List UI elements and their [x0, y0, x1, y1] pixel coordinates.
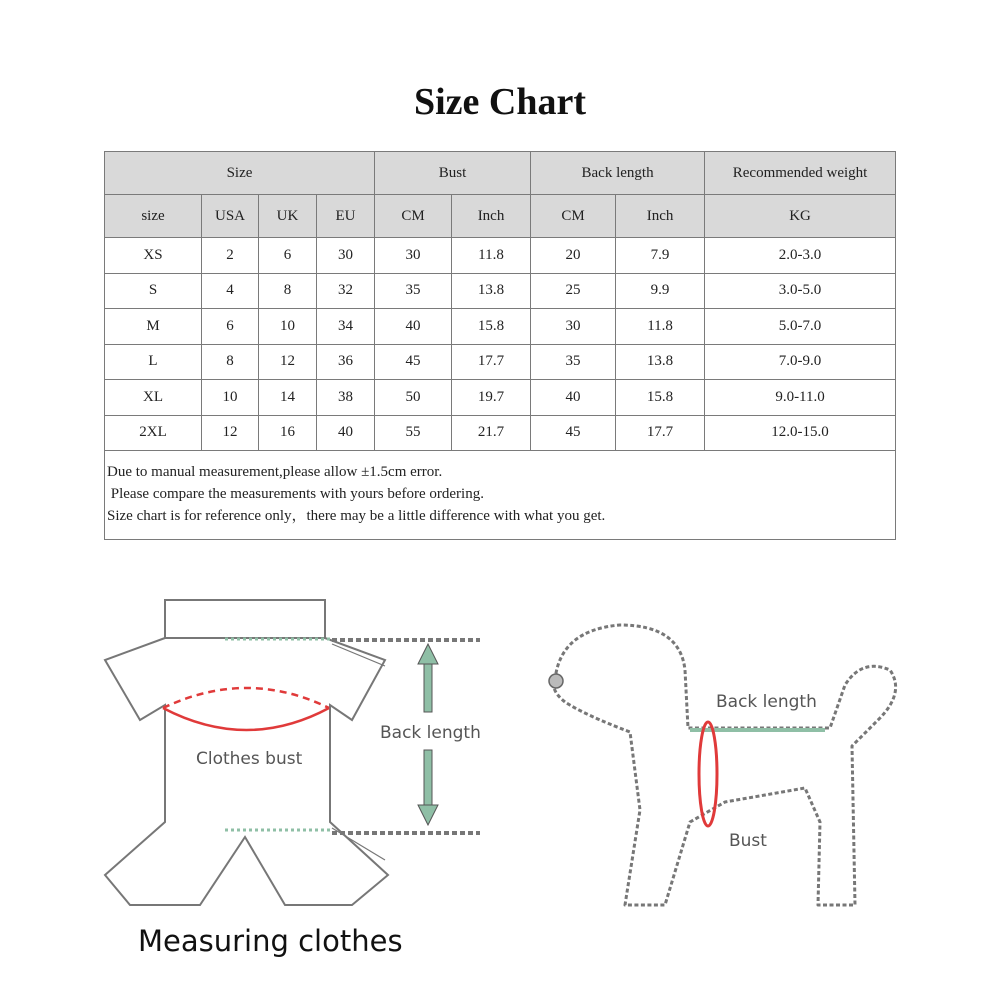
table-cell: 4	[202, 273, 259, 309]
table-cell: 11.8	[452, 238, 531, 274]
dog-outline	[554, 625, 896, 905]
sub-header: UK	[259, 195, 317, 238]
table-cell: 7.0-9.0	[705, 344, 896, 380]
table-cell: 34	[317, 309, 375, 345]
notes-cell	[105, 451, 896, 540]
table-cell: 15.8	[616, 380, 705, 416]
table-row	[105, 415, 896, 451]
down-arrow-icon	[418, 805, 438, 825]
table-cell: 13.8	[452, 273, 531, 309]
table-cell: 5.0-7.0	[705, 309, 896, 345]
sub-header: Inch	[616, 195, 705, 238]
table-cell: 30	[375, 238, 452, 274]
table-cell: 30	[531, 309, 616, 345]
table-cell: 50	[375, 380, 452, 416]
down-arrow-shaft	[424, 750, 432, 805]
table-cell: 6	[202, 309, 259, 345]
table-cell: 12	[259, 344, 317, 380]
clothes-bust-label: Clothes bust	[196, 749, 303, 769]
note-line: Size chart is for reference only，there may be a little difference with what you get.	[107, 508, 606, 524]
table-cell: 16	[259, 415, 317, 451]
table-cell: 40	[317, 415, 375, 451]
table-cell: 32	[317, 273, 375, 309]
size-chart-table	[104, 151, 896, 540]
table-cell: 17.7	[616, 415, 705, 451]
table-cell: 6	[259, 238, 317, 274]
table-cell: 25	[531, 273, 616, 309]
table-cell: 9.0-11.0	[705, 380, 896, 416]
sub-header: EU	[317, 195, 375, 238]
clothes-diagram	[105, 600, 481, 905]
sub-header: size	[105, 195, 202, 238]
table-cell: 8	[202, 344, 259, 380]
clothes-back-length-label: Back length	[380, 723, 481, 743]
sub-header-row	[105, 195, 896, 238]
table-cell: 10	[202, 380, 259, 416]
measurement-illustrations	[0, 560, 1000, 920]
table-cell: 45	[531, 415, 616, 451]
table-cell: 30	[317, 238, 375, 274]
table-cell: M	[105, 309, 202, 345]
dog-nose-icon	[549, 674, 563, 688]
up-arrow-shaft	[424, 664, 432, 712]
table-cell: 17.7	[452, 344, 531, 380]
table-row	[105, 273, 896, 309]
table-cell: 9.9	[616, 273, 705, 309]
table-cell: XL	[105, 380, 202, 416]
table-row	[105, 238, 896, 274]
page-title: Size Chart	[413, 81, 587, 123]
table-cell: 12.0-15.0	[705, 415, 896, 451]
dog-back-length-label: Back length	[716, 692, 817, 712]
table-cell: 12	[202, 415, 259, 451]
table-cell: 13.8	[616, 344, 705, 380]
table-cell: 10	[259, 309, 317, 345]
table-cell: 2XL	[105, 415, 202, 451]
dog-diagram	[549, 625, 896, 905]
table-cell: 55	[375, 415, 452, 451]
table-cell: 2	[202, 238, 259, 274]
table-cell: L	[105, 344, 202, 380]
table-row	[105, 380, 896, 416]
up-arrow-icon	[418, 644, 438, 664]
table-cell: 3.0-5.0	[705, 273, 896, 309]
dog-bust-label: Bust	[729, 831, 767, 851]
sub-header: KG	[705, 195, 896, 238]
sub-header: USA	[202, 195, 259, 238]
group-header-row	[105, 152, 896, 195]
table-cell: 38	[317, 380, 375, 416]
table-cell: 7.9	[616, 238, 705, 274]
table-cell: 45	[375, 344, 452, 380]
measuring-clothes-caption: Measuring clothes	[138, 924, 403, 958]
table-cell: 21.7	[452, 415, 531, 451]
table-cell: 2.0-3.0	[705, 238, 896, 274]
table-cell: 15.8	[452, 309, 531, 345]
table-cell: 19.7	[452, 380, 531, 416]
table-cell: S	[105, 273, 202, 309]
sub-header: CM	[531, 195, 616, 238]
notes-row	[105, 451, 896, 540]
table-cell: 14	[259, 380, 317, 416]
table-row	[105, 344, 896, 380]
group-header-weight: Recommended weight	[705, 152, 896, 195]
table-cell: 35	[531, 344, 616, 380]
group-header-bust: Bust	[375, 152, 531, 195]
table-cell: 36	[317, 344, 375, 380]
table-cell: 11.8	[616, 309, 705, 345]
sub-header: CM	[375, 195, 452, 238]
table-cell: XS	[105, 238, 202, 274]
group-header-back-length: Back length	[531, 152, 705, 195]
table-cell: 35	[375, 273, 452, 309]
sub-header: Inch	[452, 195, 531, 238]
table-row	[105, 309, 896, 345]
note-line: Due to manual measurement,please allow ±1.5cm error.	[107, 464, 443, 480]
group-header-size: Size	[105, 152, 375, 195]
note-line: Please compare the measurements with yours before ordering.	[107, 486, 484, 502]
table-cell: 8	[259, 273, 317, 309]
table-cell: 20	[531, 238, 616, 274]
table-cell: 40	[375, 309, 452, 345]
table-cell: 40	[531, 380, 616, 416]
